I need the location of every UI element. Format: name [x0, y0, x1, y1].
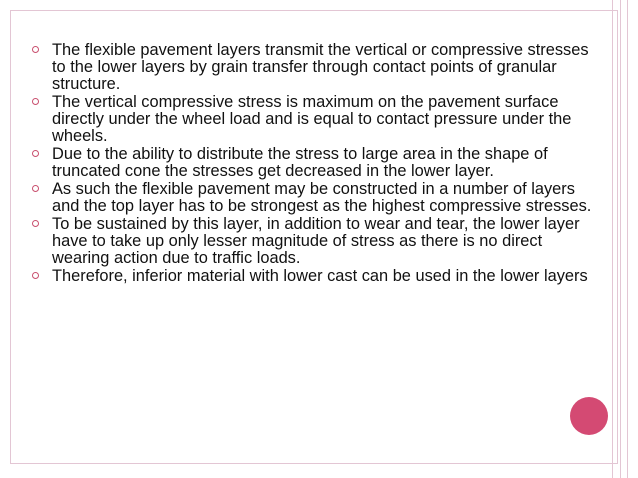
decorative-rule — [612, 0, 613, 478]
bullet-text: To be sustained by this layer, in addition to wear and tear, the lower layer have to take up only lesser magnitude of stress as there is no direct wearing action due to traffic loads. — [52, 215, 580, 267]
bullet-text: Therefore, inferior material with lower cast can be used in the lower layers — [52, 267, 588, 285]
bullet-text: As such the flexible pavement may be constructed in a number of layers and the top layer has to be strongest as the highest compressive stresses. — [52, 180, 592, 215]
bullet-circle-icon — [32, 98, 39, 105]
bullet-item — [32, 181, 592, 215]
decorative-rule — [620, 0, 621, 478]
bullet-circle-icon — [32, 46, 39, 53]
bullet-item — [32, 94, 592, 145]
bullet-item — [32, 268, 592, 285]
bullet-circle-icon — [32, 150, 39, 157]
bullet-item — [32, 216, 592, 267]
bullet-circle-icon — [32, 185, 39, 192]
bullet-text: The flexible pavement layers transmit the vertical or compressive stresses to the lower layers by grain transfer through contact points of granular structure. — [52, 41, 589, 93]
bullet-text: The vertical compressive stress is maximum on the pavement surface directly under the wheel load and is equal to contact pressure under the wheels. — [52, 93, 572, 145]
accent-circle-icon — [570, 397, 608, 435]
decorative-rule — [627, 0, 628, 478]
bullet-text: Due to the ability to distribute the stress to large area in the shape of truncated cone the stresses get decreased in the lower layer. — [52, 145, 548, 180]
bullet-circle-icon — [32, 272, 39, 279]
bullet-list — [32, 42, 592, 286]
bullet-circle-icon — [32, 220, 39, 227]
bullet-item — [32, 146, 592, 180]
bullet-item — [32, 42, 592, 93]
